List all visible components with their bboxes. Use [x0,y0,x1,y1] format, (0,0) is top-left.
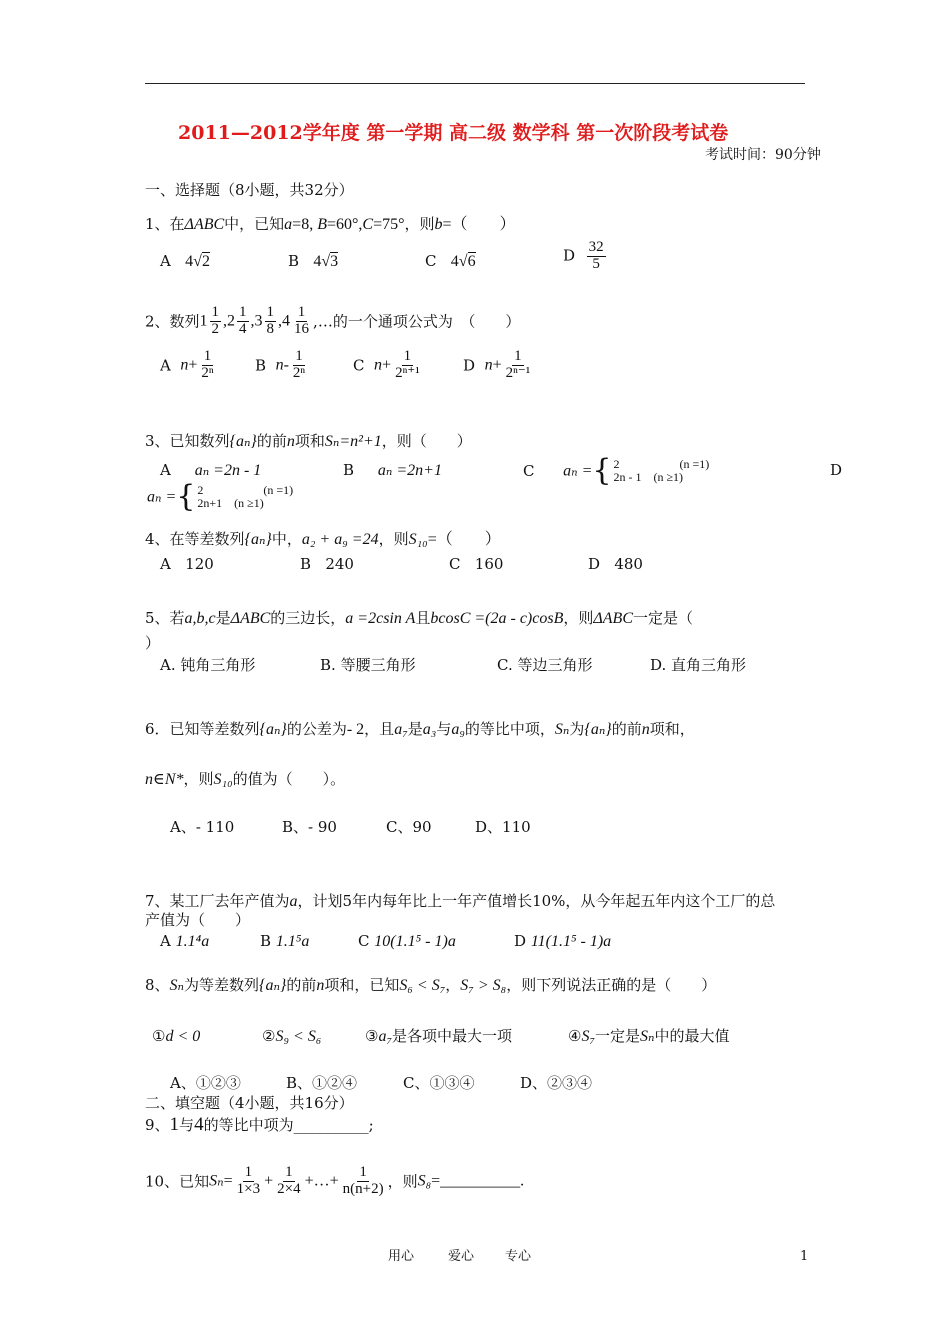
q6-option-a: A、- 110 [170,818,235,836]
question-4: 4、在等差数列{aₙ}中，a₂ + a₉ =24，则S₁₀=（ ） [145,530,501,548]
q8-option-c: C、①③④ [403,1074,475,1092]
footer-motto-2: 爱心 [448,1249,475,1264]
question-9: 9、1与4的等比中项为__________; [145,1114,374,1135]
question-10: 10、已知Sₙ= $\frac{1}{1\times 3}$ + $\frac{1}{2\times 4}$ +…+ $\frac{1}{n(n+2)}$ ，则S₈=__________. [145,1164,525,1197]
q4-option-b: B 240 [300,555,354,573]
q1-option-d: D $\frac{32}{5}$ [563,239,604,272]
question-1: 1、在ΔABC中，已知a=8, B=60°,C=75°，则b=（ ） [145,215,516,233]
question-7: 7、某工厂去年产值为a，计划5年内每年比上一年产值增长10%，从今年起五年内这个工厂的总 [145,892,776,910]
q7-option-a: A 1.1⁴a [160,932,210,950]
q6-option-c: C、90 [386,818,432,836]
q7-line2: 产值为（ ） [145,911,251,929]
q4-option-c: C 160 [449,555,504,573]
q7-option-d: D 11(1.1⁵ - 1)a [514,932,612,950]
q5-option-c: C. 等边三角形 [497,656,593,674]
q7-option-b: B 1.1⁵a [260,932,310,950]
q8-option-a: A、①②③ [170,1074,241,1092]
q4-option-a: A 120 [160,555,214,573]
exam-time: 考试时间：90分钟 [705,147,821,163]
question-2: 2、数列1 $\frac{1}{2}$ ,2 $\frac{1}{4}$ ,3 $\frac{1}{8}$ ,4 $\frac{1}{16}$ ,…的一个通项公式为 （ ） [145,304,521,337]
q3-option-b: B aₙ =2n+1 [343,461,442,479]
q2-option-a: A n+ $\frac{1}{\text{2ⁿ}}$ [160,348,214,381]
exam-title: 2011—2012学年度 第一学期 高二级 数学科 第一次阶段考试卷 [178,122,729,144]
question-8: 8、Sₙ为等差数列{aₙ}的前n项和，已知S₆ < S₇，S₇ > S₈，则下列说法正确的是（ ） [145,976,717,994]
q8-statement-4: ④S₇一定是Sₙ中的最大值 [568,1027,730,1045]
q8-statement-1: ①d < 0 [152,1027,201,1045]
q5-option-a: A. 钝角三角形 [160,656,256,674]
section1-heading: 一、选择题（8小题，共32分） [145,181,354,199]
header-rule [145,83,805,84]
q3-option-c: C aₙ = { 2 (n =1) 2n - 1 (n ≥1) [523,453,710,488]
q5-line2: ） [145,634,161,652]
q7-option-c: C 10(1.1⁵ - 1)a [358,932,456,950]
q6-option-d: D、110 [475,818,531,836]
question-6: 6．已知等差数列{aₙ}的公差为- 2，且a₇是a₃与a₉的等比中项，Sₙ为{aₙ}的前n项和， [145,720,695,738]
q8-option-d: D、②③④ [520,1074,593,1092]
footer-motto-3: 专心 [505,1249,532,1264]
section2-heading: 二、填空题（4小题，共16分） [145,1094,354,1112]
question-5: 5、若a,b,c是ΔABC的三边长，a =2csin A且bcosC =(2a - c)cosB，则ΔABC一定是（ [145,609,693,627]
q2-option-c: C n+ $\frac{1}{\text{2ⁿ⁺¹}}$ [353,348,420,381]
q5-option-d: D. 直角三角形 [650,656,747,674]
q1-option-a: A 4√2 [160,252,210,270]
q8-statement-2: ②S₉ < S₆ [262,1027,322,1045]
q6-option-b: B、- 90 [282,818,337,836]
q6-line2: n∈N*，则S₁₀的值为（ ）。 [145,770,346,788]
q1-option-b: B 4√3 [288,252,339,270]
q3-option-a: A aₙ =2n - 1 [160,461,262,479]
q2-option-d: D n+ $\frac{1}{\text{2ⁿ⁻¹}}$ [463,348,531,381]
q4-option-d: D 480 [588,555,643,573]
q3-option-d-letter: D [830,461,843,479]
q8-statement-3: ③a₇是各项中最大一项 [365,1027,513,1045]
question-3: 3、已知数列{aₙ}的前n项和Sₙ=n²+1，则（ ） [145,432,472,450]
q2-option-b: B n- $\frac{1}{\text{2ⁿ}}$ [255,348,306,381]
q8-option-b: B、①②④ [286,1074,358,1092]
q5-option-b: B. 等腰三角形 [320,656,416,674]
q3-option-d: aₙ = { 2 (n =1) 2n+1 (n ≥1) [147,479,294,514]
page-number: 1 [800,1249,809,1264]
footer-motto-1: 用心 [388,1249,415,1264]
q1-option-c: C 4√6 [425,252,476,270]
